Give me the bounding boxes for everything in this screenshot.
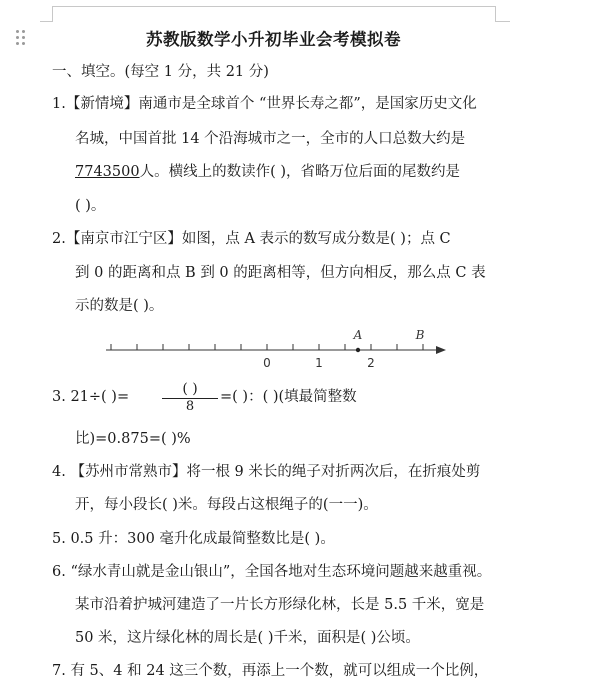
q4-line-2: 开，每小段长( )米。每段占这根绳子的(一一)。 <box>75 497 378 513</box>
point-a-dot <box>356 348 360 352</box>
q6-line-3: 50 米，这片绿化林的周长是( )千米，面积是( )公顷。 <box>75 630 420 646</box>
q3-fraction-numerator: ( ) <box>182 381 198 397</box>
q6-line-1: 6. “绿水青山就是金山银山”，全国各地对生态环境问题越来越重视。 <box>52 564 492 580</box>
q3-part-1: 3. 21÷( )= <box>52 389 130 405</box>
number-line <box>100 322 460 372</box>
q3-part-2: =( )：( )(填最简整数 <box>220 389 357 405</box>
q2-line-3: 示的数是( )。 <box>75 298 164 314</box>
tick-label-0: 0 <box>263 356 271 370</box>
q1-line-4: ( )。 <box>75 198 106 214</box>
q4-line-1: 4. 【苏州市常熟市】将一根 9 米长的绳子对折两次后，在折痕处剪 <box>52 464 481 480</box>
q1-line-3-rest: 人。横线上的数读作( )，省略万位后面的尾数约是 <box>139 164 460 180</box>
q1-line-1: 1.【新情境】南通市是全球首个 “世界长寿之都”，是国家历史文化 <box>52 96 477 112</box>
tick-label-1: 1 <box>315 356 323 370</box>
page-title: 苏教版数学小升初毕业会考模拟卷 <box>146 30 401 49</box>
q3-fraction <box>162 381 218 413</box>
q1-line-2: 名城，中国首批 14 个沿海城市之一，全市的人口总数大约是 <box>75 131 466 147</box>
drag-handle-icon[interactable] <box>16 30 28 46</box>
point-a-label: A <box>353 328 363 342</box>
q5-line: 5. 0.5 升：300 毫升化成最简整数比是( )。 <box>52 531 335 547</box>
section-heading: 一、填空。(每空 1 分，共 21 分) <box>52 64 269 80</box>
tick-label-2: 2 <box>367 356 375 370</box>
q1-line-3 <box>75 163 460 181</box>
number-line-ticks <box>111 344 423 350</box>
q3-fraction-denominator: 8 <box>185 399 195 414</box>
page-border-top <box>0 0 605 24</box>
q2-line-1: 2.【南京市江宁区】如图，点 A 表示的数写成分数是( )；点 C <box>52 231 451 247</box>
q7-line-1: 7. 有 5、4 和 24 这三个数，再添上一个数，就可以组成一个比例， <box>52 663 489 679</box>
q2-line-2: 到 0 的距离和点 B 到 0 的距离相等，但方向相反，那么点 C 表 <box>75 265 486 281</box>
q1-population-number: 7743500 <box>75 164 140 180</box>
q6-line-2: 某市沿着护城河建造了一片长方形绿化林，长是 5.5 千米，宽是 <box>75 597 485 613</box>
q3-line-2: 比)=0.875=( )% <box>75 431 191 447</box>
point-b-label: B <box>415 328 425 342</box>
